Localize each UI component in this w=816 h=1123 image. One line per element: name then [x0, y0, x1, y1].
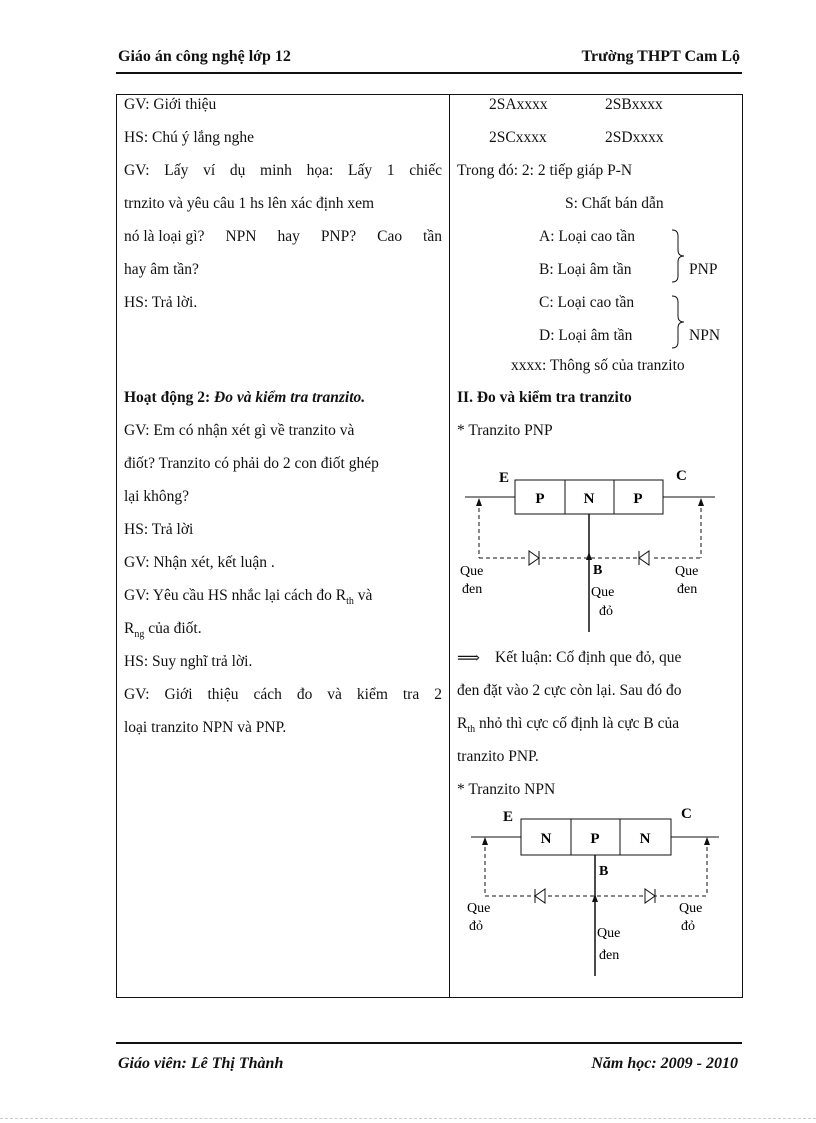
left-line: điốt? Tranzito có phải do 2 con điốt ghép	[124, 455, 379, 472]
group-pnp: PNP	[689, 261, 718, 278]
probe-right-arrow	[698, 498, 704, 506]
diode-right-icon	[645, 889, 655, 903]
left-line-rth	[124, 586, 372, 606]
pnp-heading: * Tranzito PNP	[457, 422, 553, 439]
word: tần	[423, 228, 442, 245]
left-line: loại tranzito NPN và PNP.	[124, 719, 287, 736]
code-sb: 2SBxxxx	[605, 96, 663, 113]
word: thiệu	[207, 686, 239, 703]
conclusion-line: tranzito PNP.	[457, 748, 539, 765]
brace-group	[662, 220, 692, 360]
rng-sub: ng	[134, 629, 145, 641]
word: ví	[203, 162, 216, 179]
rth-text: GV: Yêu cầu HS nhắc lại cách đo R	[124, 587, 347, 604]
base-label: B	[599, 864, 609, 879]
probe-left-label: Que	[460, 564, 484, 579]
rth-sub: th	[346, 596, 354, 608]
layer-2: P	[590, 831, 600, 847]
collector-label: C	[681, 806, 692, 822]
header-course: Giáo án công nghệ lớp 12	[118, 48, 291, 65]
probe-right-arrow	[704, 837, 710, 845]
word: kiểm	[356, 686, 388, 703]
left-line-rng	[124, 619, 202, 639]
word: 1	[386, 162, 395, 179]
word: Giới	[164, 686, 193, 703]
footer-rule	[116, 1042, 742, 1044]
probe-left-arrow	[482, 837, 488, 845]
page-break-line	[0, 1118, 816, 1119]
probe-right-label-2: đỏ	[681, 919, 695, 934]
word: GV:	[124, 686, 150, 703]
word: 2	[434, 686, 442, 703]
conclusion-line	[457, 714, 679, 734]
conclusion-c: nhỏ thì cực cố định là cực B của	[475, 715, 680, 732]
xxxx-line: xxxx: Thông số của tranzito	[511, 357, 685, 374]
rng-text-end: của điốt.	[144, 620, 202, 637]
group-npn: NPN	[689, 327, 721, 344]
probe-right-label-2: đen	[677, 582, 698, 597]
word: họa:	[306, 162, 334, 179]
left-line: GV: Nhận xét, kết luận .	[124, 554, 275, 571]
base-label: B	[593, 563, 603, 578]
word: Cao	[377, 228, 403, 245]
probe-left-label-2: đỏ	[469, 919, 483, 934]
conclusion-a: Kết luận: Cố định que đỏ, que	[495, 649, 682, 666]
left-line: HS: Suy nghĩ trả lời.	[124, 653, 253, 670]
emitter-label: E	[499, 470, 510, 486]
legend-a: A: Loại cao tần	[539, 228, 635, 245]
left-line: hay âm tần?	[124, 261, 199, 278]
probe-right-label: Que	[675, 564, 699, 579]
rth-text-end: và	[353, 587, 373, 604]
diode-left-icon	[529, 551, 539, 565]
probe-center-label-2: đỏ	[599, 604, 613, 619]
word: tra	[402, 686, 420, 703]
probe-left-arrow	[476, 498, 482, 506]
word: chiếc	[409, 162, 442, 179]
left-line: GV: Em có nhận xét gì về tranzito và	[124, 422, 355, 439]
left-line-justified	[124, 685, 442, 705]
conclusion-sub: th	[467, 724, 476, 736]
pnp-diagram	[457, 462, 737, 632]
diode-left-icon	[535, 889, 545, 903]
word: dụ	[229, 162, 246, 179]
word: NPN	[225, 228, 257, 245]
brace-bottom-2	[672, 322, 684, 348]
brace-bottom-1	[672, 256, 684, 282]
base-arrow	[592, 894, 598, 902]
header-school: Trường THPT Cam Lộ	[581, 48, 740, 65]
word: cách	[253, 686, 282, 703]
double-arrow-icon: ⟹	[457, 650, 480, 667]
left-line: HS: Trả lời	[124, 521, 194, 538]
layer-2: N	[583, 491, 595, 507]
footer-teacher: Giáo viên: Lê Thị Thành	[118, 1055, 284, 1072]
probe-left-label: Que	[467, 901, 491, 916]
left-line: HS: Trả lời.	[124, 294, 198, 311]
page-header	[118, 48, 740, 70]
where-line	[457, 161, 632, 181]
left-line-justified	[124, 227, 442, 247]
conclusion-line	[457, 648, 739, 668]
word: minh	[260, 162, 292, 179]
code-sc: 2SCxxxx	[489, 129, 547, 146]
word: và	[327, 686, 342, 703]
probe-left-label-2: đen	[462, 582, 483, 597]
where-first: 2: 2 tiếp giáp P-N	[521, 162, 633, 179]
column-divider	[449, 94, 450, 998]
conclusion-r: R	[457, 715, 468, 732]
activity-heading: Hoạt động 2: Đo và kiểm tra tranzito.	[124, 389, 366, 406]
layer-1: P	[535, 491, 545, 507]
legend-d: D: Loại âm tần	[539, 327, 633, 344]
left-line: lại không?	[124, 488, 189, 505]
diode-right-icon	[639, 551, 649, 565]
probe-center-label-2: đen	[599, 948, 620, 963]
word: GV:	[124, 162, 150, 179]
footer-year: Năm học: 2009 - 2010	[591, 1055, 738, 1072]
where-label: Trong đó:	[457, 162, 519, 179]
rng-text: R	[124, 620, 135, 637]
header-rule	[116, 72, 742, 74]
probe-right-label: Que	[679, 901, 703, 916]
activity-title: Đo và kiểm tra tranzito.	[214, 389, 366, 406]
emitter-label: E	[503, 809, 514, 825]
brace-top-1	[672, 230, 684, 256]
word: Lấy	[348, 162, 373, 179]
section-title: II. Đo và kiểm tra tranzito	[457, 389, 632, 406]
probe-center-label: Que	[597, 926, 621, 941]
left-line: HS: Chú ý lắng nghe	[124, 129, 255, 146]
layer-3: P	[633, 491, 643, 507]
activity-label: Hoạt động 2	[124, 389, 205, 406]
layer-1: N	[540, 831, 552, 847]
probe-center-label: Que	[591, 585, 615, 600]
base-arrow	[586, 552, 592, 560]
layer-3: N	[639, 831, 651, 847]
word: hay	[277, 228, 300, 245]
word: PNP?	[320, 228, 357, 245]
word: đo	[296, 686, 313, 703]
word: nó là loại gì?	[124, 228, 205, 245]
legend-c: C: Loại cao tần	[539, 294, 635, 311]
code-sa: 2SAxxxx	[489, 96, 548, 113]
left-line: GV: Giới thiệu	[124, 96, 217, 113]
conclusion-line: đen đặt vào 2 cực còn lại. Sau đó đo	[457, 682, 682, 699]
npn-heading: * Tranzito NPN	[457, 781, 556, 798]
collector-label: C	[676, 468, 687, 484]
brace-top-2	[672, 296, 684, 322]
word: Lấy	[164, 162, 189, 179]
left-line: trnzito và yêu câu 1 hs lên xác định xem	[124, 195, 375, 212]
npn-diagram	[457, 806, 737, 976]
code-sd: 2SDxxxx	[605, 129, 664, 146]
left-line-justified	[124, 161, 442, 181]
legend-s: S: Chất bán dẫn	[565, 195, 664, 212]
legend-b: B: Loại âm tần	[539, 261, 632, 278]
